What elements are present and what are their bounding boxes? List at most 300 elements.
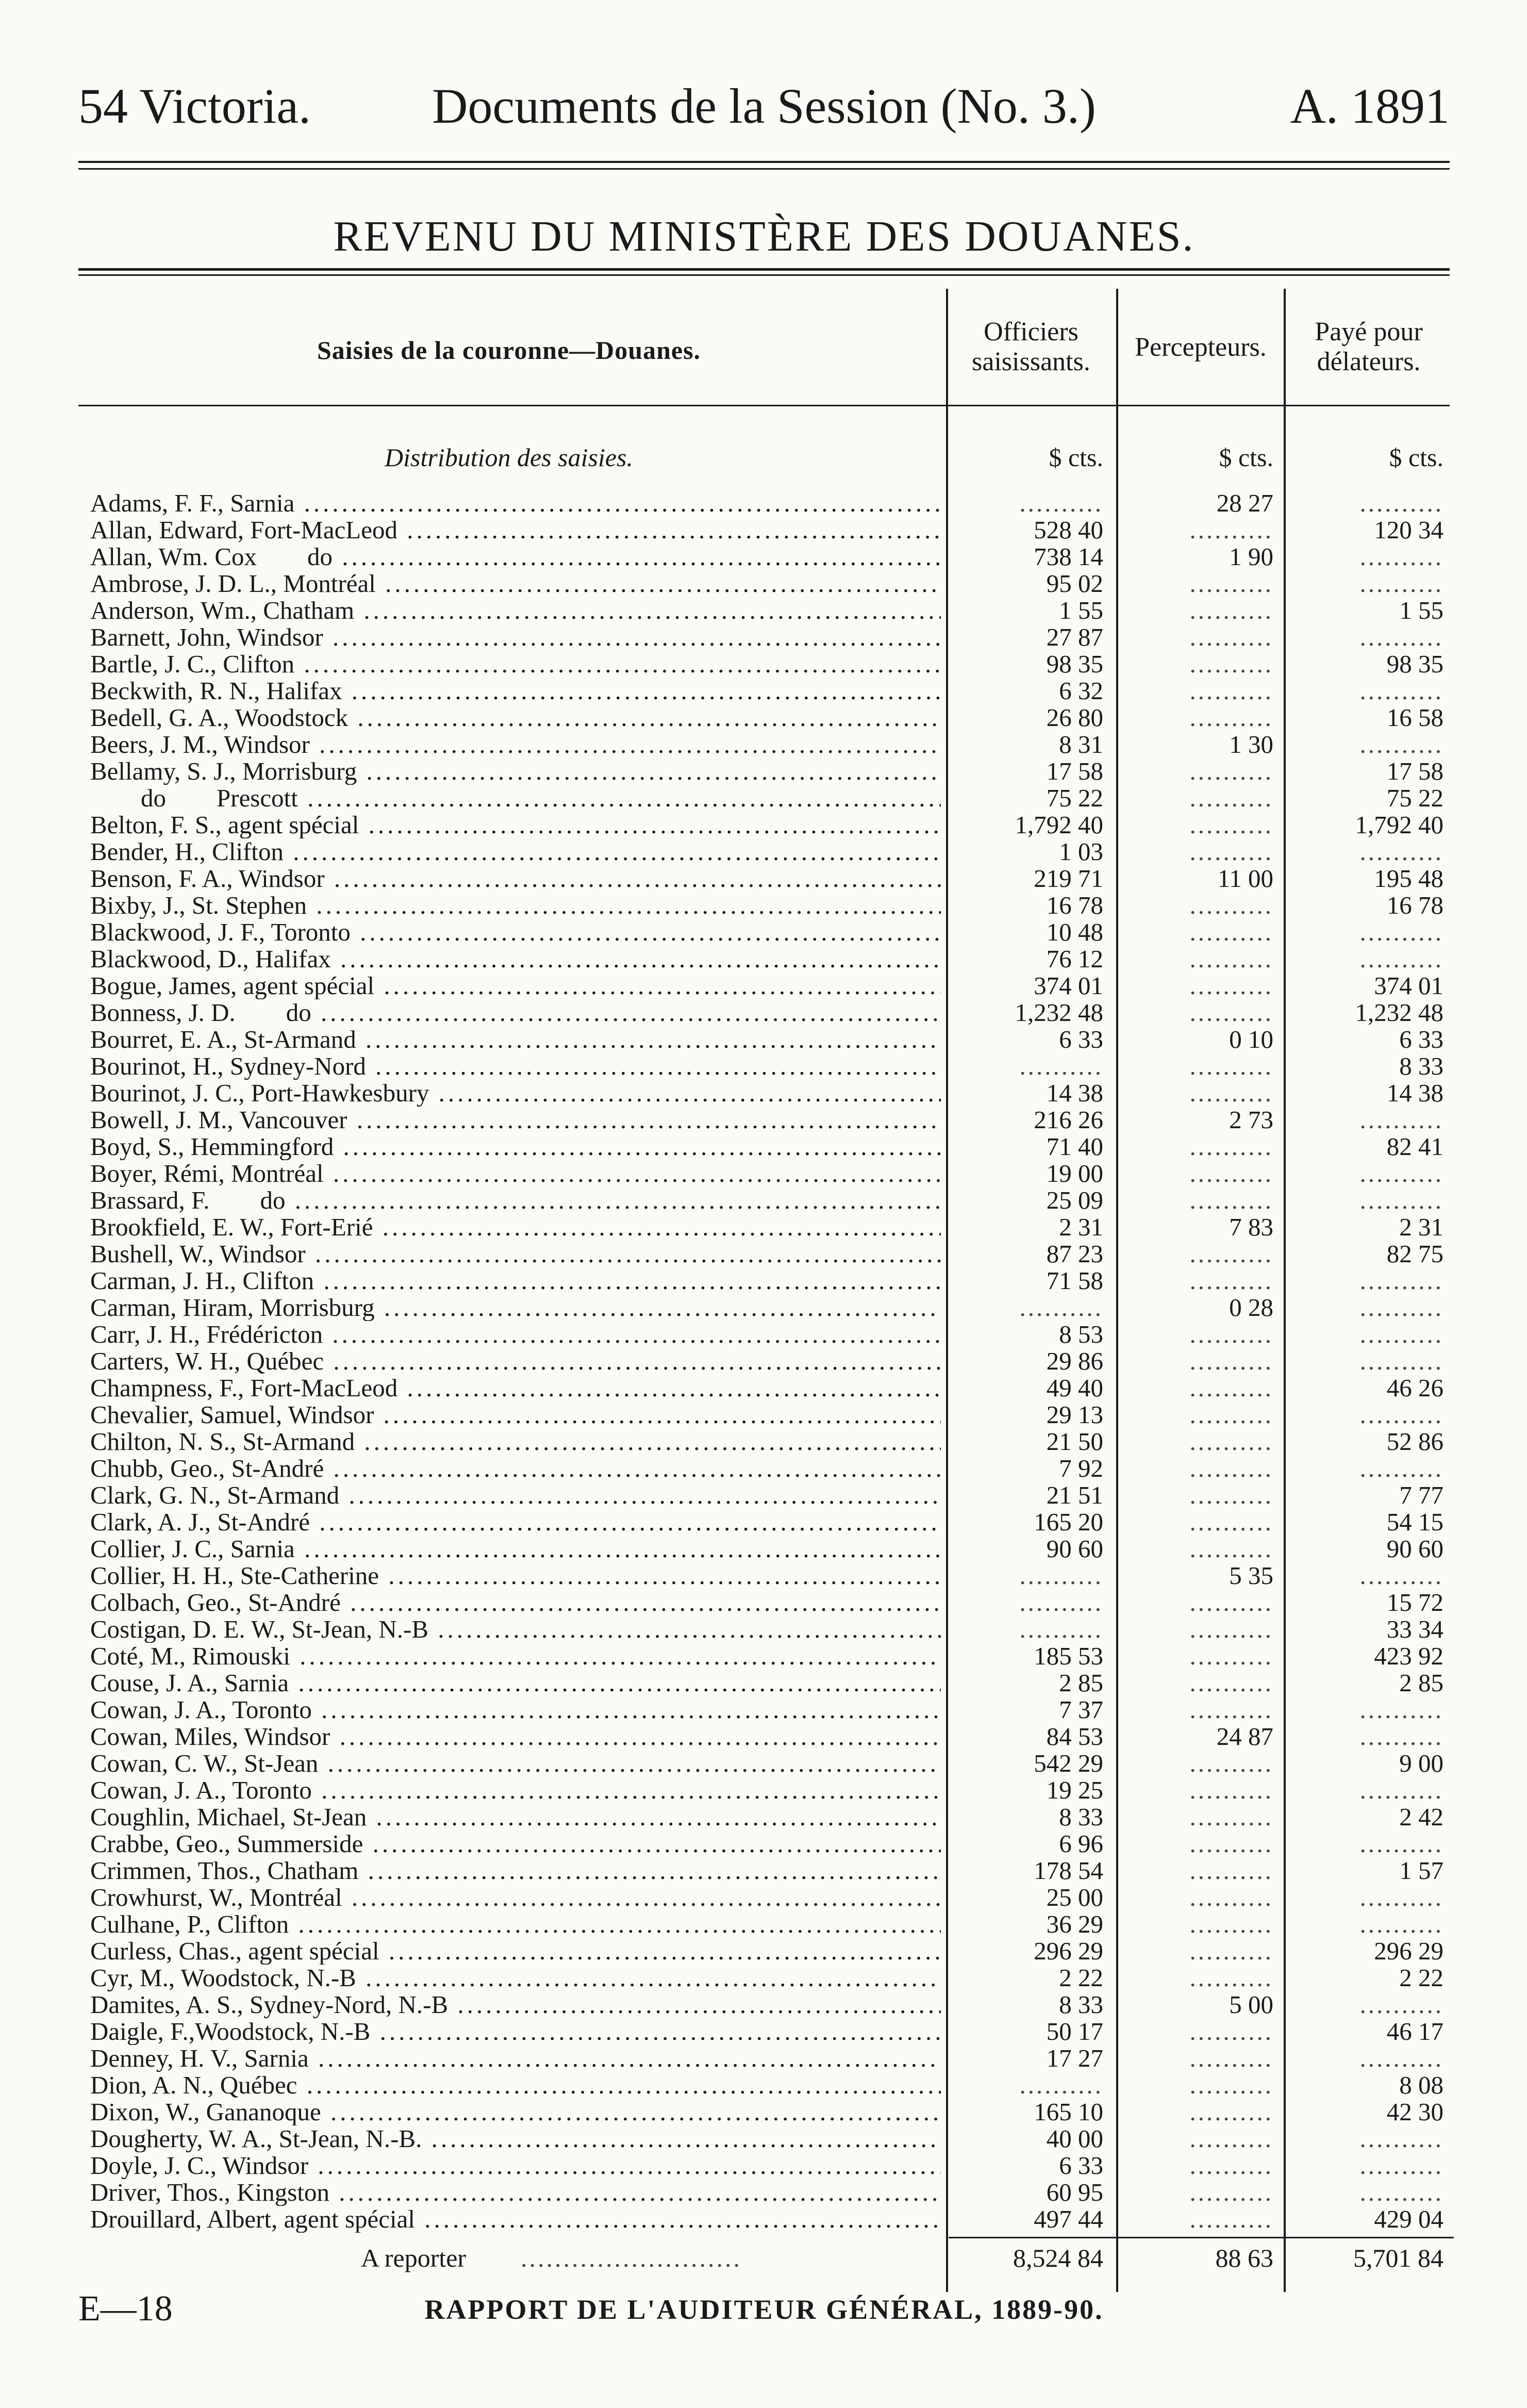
row-value-c2: .......... [1189,1829,1273,1858]
row-value-c3: .......... [1359,1400,1443,1429]
row-value-c1: 71 40 [1046,1132,1103,1161]
row-value-c1: .......... [1019,1615,1103,1643]
row-name: Ambrose, J. D. L., Montréal ..... [90,570,941,597]
totals-label: A reporter [361,2244,467,2272]
row-value-c3: 7 77 [1399,1481,1443,1509]
table-row [0,2072,1527,2099]
row-value-c3: 54 15 [1386,1508,1443,1536]
row-name: Adams, F. F., Sarnia ..... [90,490,941,517]
row-value-c1: 17 58 [1046,757,1103,785]
row-value-c1: 178 54 [1034,1856,1103,1885]
section-heading: Saisies de la couronne—Douanes. [317,336,701,365]
row-name: Bonness, J. D. do ..... [90,999,941,1026]
row-value-c1: 21 51 [1046,1481,1103,1509]
row-value-c1: 14 38 [1046,1079,1103,1107]
header-rule-bottom [78,168,1450,170]
table-row [0,1536,1527,1562]
row-name: Chubb, Geo., St-André ..... [90,1455,941,1482]
row-name: Cowan, Miles, Windsor ..... [90,1723,941,1750]
row-name: Damites, A. S., Sydney-Nord, N.-B ..... [90,1991,941,2018]
row-value-c3: 8 33 [1399,1052,1443,1080]
table-row [0,946,1527,972]
row-value-c3: 46 26 [1386,1374,1443,1402]
row-value-c2: .......... [1189,918,1273,946]
row-value-c3: .......... [1359,1293,1443,1322]
row-name: Driver, Thos., Kingston ..... [90,2179,941,2206]
row-name: Chilton, N. S., St-Armand ..... [90,1428,941,1455]
row-value-c3: .......... [1359,1722,1443,1751]
row-value-c2: .......... [1189,596,1273,624]
row-value-c3: 14 38 [1386,1079,1443,1107]
row-value-c2: .......... [1189,1374,1273,1402]
row-value-c3: 15 72 [1386,1588,1443,1617]
row-name: Costigan, D. E. W., St-Jean, N.-B ..... [90,1616,941,1643]
table-row [0,838,1527,865]
row-value-c3: 9 00 [1399,1749,1443,1777]
row-value-c2: .......... [1189,998,1273,1027]
column-header-officiers: Officiers saisissants. [972,317,1090,376]
row-name: Boyd, S., Hemmingford ..... [90,1133,941,1160]
table-row [0,999,1527,1026]
row-value-c2: 28 27 [1216,489,1273,517]
row-name: Champness, F., Fort-MacLeod ..... [90,1375,941,1401]
row-value-c3: .......... [1359,2151,1443,2180]
row-value-c2: 1 30 [1229,730,1273,758]
row-value-c1: 738 14 [1034,542,1103,571]
row-value-c1: 29 13 [1046,1400,1103,1429]
row-name: Barnett, John, Windsor ..... [90,624,941,651]
row-value-c2: .......... [1189,1240,1273,1268]
row-value-c2: 11 00 [1217,864,1273,893]
row-value-c1: 542 29 [1034,1749,1103,1777]
row-value-c1: 185 53 [1034,1642,1103,1670]
row-value-c1: 2 22 [1059,1964,1103,1992]
table-row [0,1375,1527,1401]
table-row [0,1455,1527,1482]
row-value-c2: .......... [1189,1159,1273,1187]
row-value-c1: .......... [1019,1052,1103,1080]
row-value-c2: .......... [1189,1508,1273,1536]
row-value-c1: .......... [1019,1561,1103,1590]
row-value-c1: 8 33 [1059,1990,1103,2019]
row-value-c1: 1 03 [1059,837,1103,866]
row-value-c1: 8 31 [1059,730,1103,758]
table-row [0,2099,1527,2125]
table-row [0,2045,1527,2072]
row-name: Allan, Edward, Fort-MacLeod ..... [90,517,941,543]
row-value-c3: 33 34 [1386,1615,1443,1643]
row-value-c3: .......... [1359,1829,1443,1858]
row-value-c1: 6 32 [1059,677,1103,705]
row-value-c3: 296 29 [1374,1937,1443,1965]
table-row [0,1723,1527,1750]
table-row [0,1214,1527,1241]
row-value-c2: .......... [1189,2044,1273,2072]
row-value-c3: 1,792 40 [1355,811,1443,839]
row-value-c2: .......... [1189,1964,1273,1992]
row-value-c3: .......... [1359,1320,1443,1348]
row-name: Crimmen, Thos., Chatham ..... [90,1857,941,1884]
row-value-c2: .......... [1189,623,1273,651]
row-value-c2: .......... [1189,837,1273,866]
row-value-c3: 1 57 [1399,1856,1443,1885]
row-value-c2: 1 90 [1229,542,1273,571]
row-name: Bixby, J., St. Stephen ..... [90,892,941,919]
row-name: Curless, Chas., agent spécial ..... [90,1938,941,1965]
row-name: Bartle, J. C., Clifton ..... [90,651,941,678]
row-value-c3: .......... [1359,1347,1443,1375]
row-name: Allan, Wm. Cox do ..... [90,543,941,570]
row-value-c1: 71 58 [1046,1266,1103,1295]
row-value-c2: .......... [1189,1481,1273,1509]
row-name: Bedell, G. A., Woodstock ..... [90,704,941,731]
row-value-c3: .......... [1359,837,1443,866]
table-row [0,1321,1527,1348]
row-value-c2: .......... [1189,1266,1273,1295]
row-value-c3: .......... [1359,1561,1443,1590]
row-value-c1: 95 02 [1046,569,1103,598]
row-value-c1: 50 17 [1046,2017,1103,2046]
row-name: Coughlin, Michael, St-Jean ..... [90,1804,941,1830]
row-value-c2: .......... [1189,2178,1273,2206]
row-value-c2: .......... [1189,516,1273,544]
row-value-c2: .......... [1189,784,1273,812]
row-value-c3: .......... [1359,1776,1443,1804]
row-value-c1: .......... [1019,1293,1103,1322]
row-value-c2: .......... [1189,1320,1273,1348]
row-value-c3: .......... [1359,2124,1443,2153]
row-name: Cowan, C. W., St-Jean ..... [90,1750,941,1777]
row-name: Chevalier, Samuel, Windsor ..... [90,1401,941,1428]
row-value-c2: .......... [1189,569,1273,598]
row-name: Drouillard, Albert, agent spécial ..... [90,2206,941,2233]
row-name: Doyle, J. C., Windsor ..... [90,2152,941,2179]
row-value-c3: 98 35 [1386,650,1443,678]
row-name: Carr, J. H., Frédéricton ..... [90,1321,941,1348]
row-value-c3: .......... [1359,730,1443,758]
row-name: Cyr, M., Woodstock, N.-B ..... [90,1965,941,1991]
row-value-c1: 27 87 [1046,623,1103,651]
row-value-c1: 16 78 [1046,891,1103,919]
row-value-c2: 7 83 [1229,1213,1273,1241]
row-value-c3: 16 58 [1386,703,1443,732]
row-value-c1: 2 31 [1059,1213,1103,1241]
row-value-c1: 2 85 [1059,1669,1103,1697]
row-name: Clark, G. N., St-Armand ..... [90,1482,941,1509]
row-value-c2: .......... [1189,1883,1273,1911]
row-value-c2: .......... [1189,811,1273,839]
row-value-c1: .......... [1019,2071,1103,2099]
row-value-c2: .......... [1189,1400,1273,1429]
row-value-c3: .......... [1359,1266,1443,1295]
row-value-c3: .......... [1359,542,1443,571]
row-value-c3: 195 48 [1374,864,1443,893]
table-row [0,597,1527,624]
row-value-c1: 21 50 [1046,1427,1103,1456]
row-value-c2: .......... [1189,650,1273,678]
row-value-c1: 6 96 [1059,1829,1103,1858]
row-value-c2: .......... [1189,1669,1273,1697]
table-row [0,1241,1527,1267]
row-value-c1: 25 00 [1046,1883,1103,1911]
row-name: Carman, Hiram, Morrisburg ..... [90,1294,941,1321]
table-row [0,624,1527,651]
row-name: Beers, J. M., Windsor ..... [90,731,941,758]
row-name: Collier, J. C., Sarnia ..... [90,1536,941,1562]
row-value-c1: 1,792 40 [1015,811,1103,839]
row-name: Blackwood, D., Halifax ..... [90,946,941,972]
row-value-c3: .......... [1359,2178,1443,2206]
table-row [0,651,1527,678]
table-row [0,1348,1527,1375]
row-value-c2: .......... [1189,1079,1273,1107]
row-name: Crabbe, Geo., Summerside ..... [90,1830,941,1857]
row-value-c1: 6 33 [1059,1025,1103,1053]
row-name: Culhane, P., Clifton ..... [90,1911,941,1938]
row-value-c1: 90 60 [1046,1535,1103,1563]
table-row [0,731,1527,758]
table-row [0,1777,1527,1804]
unit-label-officiers: $ cts. [1049,443,1103,472]
row-value-c1: 49 40 [1046,1374,1103,1402]
row-value-c2: .......... [1189,2017,1273,2046]
row-name: Dixon, W., Gananoque ..... [90,2099,941,2125]
row-value-c1: 25 09 [1046,1186,1103,1214]
table-row [0,1857,1527,1884]
row-name: Bender, H., Clifton ..... [90,838,941,865]
row-name: Dougherty, W. A., St-Jean, N.-B. ..... [90,2125,941,2152]
table-row [0,812,1527,838]
row-name: Bourinot, J. C., Port-Hawkesbury ..... [90,1080,941,1107]
row-value-c2: .......... [1189,1910,1273,1938]
row-value-c2: .......... [1189,2098,1273,2126]
row-name: Clark, A. J., St-André ..... [90,1509,941,1536]
row-value-c1: 29 86 [1046,1347,1103,1375]
row-value-c3: 1,232 48 [1355,998,1443,1027]
row-value-c1: 87 23 [1046,1240,1103,1268]
row-value-c1: 6 33 [1059,2151,1103,2180]
footer-report-title: RAPPORT DE L'AUDITEUR GÉNÉRAL, 1889-90. [424,2294,1104,2325]
table-row [0,1026,1527,1053]
table-row [0,1965,1527,1991]
row-value-c3: 6 33 [1399,1025,1443,1053]
row-value-c1: 17 27 [1046,2044,1103,2072]
row-value-c3: 429 04 [1374,2205,1443,2233]
footer-code: E—18 [78,2289,173,2329]
row-name: Bowell, J. M., Vancouver ..... [90,1107,941,1133]
table-row [0,2125,1527,2152]
row-value-c3: 2 85 [1399,1669,1443,1697]
row-name: Denney, H. V., Sarnia ..... [90,2045,941,2072]
row-value-c3: 374 01 [1374,971,1443,1000]
row-name: Blackwood, J. F., Toronto ..... [90,919,941,946]
table-row [0,1643,1527,1670]
row-name: Beckwith, R. N., Halifax ..... [90,678,941,704]
row-value-c2: .......... [1189,1535,1273,1563]
row-value-c1: 165 20 [1034,1508,1103,1536]
row-value-c3: .......... [1359,918,1443,946]
row-name: Cowan, J. A., Toronto ..... [90,1777,941,1804]
row-value-c3: 16 78 [1386,891,1443,919]
row-name: Anderson, Wm., Chatham ..... [90,597,941,624]
row-value-c3: 46 17 [1386,2017,1443,2046]
row-value-c1: .......... [1019,489,1103,517]
row-name: Dion, A. N., Québec ..... [90,2072,941,2099]
row-value-c1: 8 53 [1059,1320,1103,1348]
row-value-c3: 120 34 [1374,516,1443,544]
row-value-c2: 5 35 [1229,1561,1273,1590]
table-row [0,892,1527,919]
row-value-c2: 2 73 [1229,1106,1273,1134]
row-value-c1: 8 33 [1059,1803,1103,1831]
row-value-c3: 17 58 [1386,757,1443,785]
row-value-c1: 36 29 [1046,1910,1103,1938]
table-row [0,1267,1527,1294]
row-value-c1: 528 40 [1034,516,1103,544]
table-row [0,865,1527,892]
table-row [0,785,1527,812]
row-value-c3: .......... [1359,2044,1443,2072]
table-row [0,758,1527,785]
row-value-c3: 52 86 [1386,1427,1443,1456]
table-row [0,2018,1527,2045]
row-value-c1: 98 35 [1046,650,1103,678]
row-value-c3: 2 31 [1399,1213,1443,1241]
table-row [0,1428,1527,1455]
row-value-c2: .......... [1189,1132,1273,1161]
row-value-c3: .......... [1359,1159,1443,1187]
row-name: Carman, J. H., Clifton ..... [90,1267,941,1294]
table-row [0,919,1527,946]
row-value-c1: 216 26 [1034,1106,1103,1134]
row-value-c3: .......... [1359,1695,1443,1724]
table-row [0,1696,1527,1723]
table-row [0,2152,1527,2179]
table-row [0,2206,1527,2233]
row-value-c2: .......... [1189,1615,1273,1643]
row-value-c3: .......... [1359,1454,1443,1482]
table-row [0,1080,1527,1107]
row-name: Carters, W. H., Québec ..... [90,1348,941,1375]
row-value-c2: .......... [1189,703,1273,732]
table-row [0,704,1527,731]
row-value-c3: .......... [1359,945,1443,973]
column-header-percepteurs: Percepteurs. [1135,333,1267,362]
totals-percepteurs: 88 63 [1215,2244,1273,2272]
row-name: Collier, H. H., Ste-Catherine ..... [90,1562,941,1589]
totals-delateurs: 5,701 84 [1353,2244,1443,2272]
row-value-c2: .......... [1189,1776,1273,1804]
row-value-c2: .......... [1189,971,1273,1000]
row-value-c1: 19 00 [1046,1159,1103,1187]
row-value-c2: 0 28 [1229,1293,1273,1322]
row-value-c3: .......... [1359,1910,1443,1938]
title-rule-bottom [78,274,1450,276]
table-row [0,1133,1527,1160]
table-row [0,1107,1527,1133]
row-name: Bourinot, H., Sydney-Nord ..... [90,1053,941,1080]
totals-officiers: 8,524 84 [1013,2244,1103,2272]
row-value-c2: .......... [1189,891,1273,919]
row-value-c2: 24 87 [1216,1722,1273,1751]
header-left: 54 Victoria. [78,78,311,134]
row-value-c1: 1 55 [1059,596,1103,624]
totals-rule [949,2237,1454,2238]
row-name: Brookfield, E. W., Fort-Erié ..... [90,1214,941,1241]
row-value-c2: .......... [1189,1588,1273,1617]
row-value-c2: .......... [1189,945,1273,973]
table-row [0,1053,1527,1080]
row-name: Brassard, F. do ..... [90,1187,941,1214]
page-title: REVENU DU MINISTÈRE DES DOUANES. [333,212,1195,260]
row-value-c1: 60 95 [1046,2178,1103,2206]
row-value-c2: 0 10 [1229,1025,1273,1053]
row-value-c3: 8 08 [1399,2071,1443,2099]
table-row [0,1616,1527,1643]
table-row [0,1160,1527,1187]
row-value-c1: .......... [1019,1588,1103,1617]
row-value-c1: 19 25 [1046,1776,1103,1804]
row-value-c1: 7 92 [1059,1454,1103,1482]
row-value-c3: 2 42 [1399,1803,1443,1831]
row-value-c1: 26 80 [1046,703,1103,732]
table-row [0,570,1527,597]
row-value-c1: 165 10 [1034,2098,1103,2126]
row-name: Daigle, F.,Woodstock, N.-B ..... [90,2018,941,2045]
row-name: Bogue, James, agent spécial ..... [90,972,941,999]
row-value-c1: 7 37 [1059,1695,1103,1724]
table-row [0,1884,1527,1911]
row-value-c2: .......... [1189,1186,1273,1214]
row-value-c3: 42 30 [1386,2098,1443,2126]
page-header [78,77,1450,134]
row-value-c2: .......... [1189,1454,1273,1482]
row-value-c2: .......... [1189,1695,1273,1724]
table-row [0,1670,1527,1696]
column-header-rule [78,405,1450,406]
row-name: Bourret, E. A., St-Armand ..... [90,1026,941,1053]
row-value-c1: 76 12 [1046,945,1103,973]
row-value-c3: 423 92 [1374,1642,1443,1670]
row-value-c2: .......... [1189,1856,1273,1885]
table-row [0,678,1527,704]
row-value-c3: .......... [1359,677,1443,705]
row-value-c1: 1,232 48 [1015,998,1103,1027]
row-value-c3: .......... [1359,569,1443,598]
row-value-c2: .......... [1189,677,1273,705]
row-value-c3: .......... [1359,1106,1443,1134]
row-value-c3: .......... [1359,623,1443,651]
table-row [0,1750,1527,1777]
row-name: Belton, F. S., agent spécial ..... [90,812,941,838]
row-name: Crowhurst, W., Montréal ..... [90,1884,941,1911]
table-row [0,1187,1527,1214]
row-value-c2: .......... [1189,1642,1273,1670]
row-value-c1: 75 22 [1046,784,1103,812]
row-name: Boyer, Rémi, Montréal ..... [90,1160,941,1187]
table-row [0,1562,1527,1589]
row-value-c3: 1 55 [1399,596,1443,624]
table-row [0,1830,1527,1857]
row-name: Coté, M., Rimouski ..... [90,1643,941,1670]
row-value-c2: .......... [1189,2124,1273,2153]
row-name: Benson, F. A., Windsor ..... [90,865,941,892]
row-value-c3: .......... [1359,1990,1443,2019]
row-value-c2: .......... [1189,1427,1273,1456]
table-row [0,490,1527,517]
table-row [0,517,1527,543]
row-value-c2: 5 00 [1229,1990,1273,2019]
